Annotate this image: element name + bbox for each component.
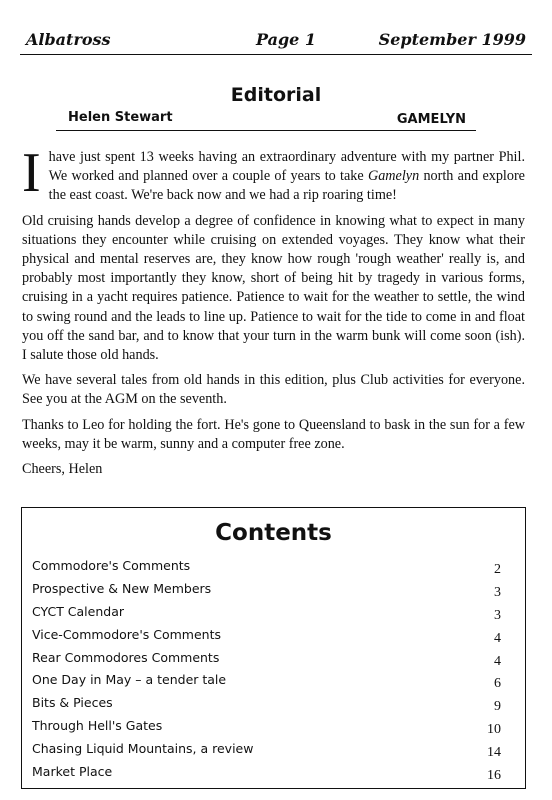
page-header (20, 26, 532, 55)
contents-item-page: 14 (487, 745, 501, 761)
contents-item-label: Commodore's Comments (32, 558, 191, 573)
contents-item-page: 9 (494, 699, 501, 715)
contents-item-label: Chasing Liquid Mountains, a review (32, 741, 254, 757)
contents-item-page: 4 (494, 630, 501, 646)
contents-item-label: CYCT Calendar (32, 603, 125, 619)
contents-box (21, 507, 526, 789)
contents-item (22, 738, 525, 761)
contents-item (22, 715, 525, 738)
paragraph-3: We have several tales from old hands in this edition, plus Club activities for everyone. See you at the AGM on the seventh. (22, 372, 525, 408)
contents-item-label: One Day in May – a tender tale (32, 672, 227, 688)
page-number: Page 1 (256, 30, 317, 49)
drop-cap: I (22, 142, 41, 204)
contents-item (22, 647, 525, 670)
contents-item-label: Rear Commodores Comments (32, 649, 220, 665)
paragraph-1-end: north and explore the east coast. We're back now and we had a rip roaring time! (48, 168, 525, 204)
contents-item (22, 555, 525, 578)
paragraph-4: Thanks to Leo for holding the fort. He's gone to Queensland to bask in the sun for a few weeks, may it be warm, sunny and a computer free zone. (22, 416, 525, 452)
contents-item-page: 16 (487, 768, 501, 784)
paragraph-2: Old cruising hands develop a degree of confidence in knowing what to expect in many situations they encounter while cruising on extended voyages. They know what their physical and mental reserves are, they know how rough 'rough weather' really is, and probably most importantly they know, short of being hit by tragedy in various forms, cruising in a yacht requires patience. Patience to wait for the weather to settle, the wind to swing round and the leads to line up. Patience to wait for the tide to come in and float you off the sand bar, and to know that your turn in the warm bunk will come soon (ish). I salute those old hands. (22, 212, 525, 364)
contents-item-label: Prospective & New Members (32, 580, 212, 596)
contents-item-label: Through Hell's Gates (32, 718, 163, 734)
paragraph-1 (22, 142, 525, 206)
paragraph-1-text: have just spent 13 weeks having an extraordinary adventure with my partner Phil. We worked and planned over a couple of years to take (48, 149, 525, 185)
editorial-title: Editorial (230, 84, 322, 106)
contents-item-page: 10 (487, 722, 501, 738)
contents-item (22, 578, 525, 601)
contents-item-page: 3 (494, 584, 501, 600)
author-name: Helen Stewart (68, 110, 173, 125)
contents-item-page: 2 (494, 562, 501, 577)
contents-item-page: 4 (494, 653, 501, 669)
boat-name-italic: Gamelyn (367, 168, 420, 185)
byline (56, 110, 476, 131)
contents-item-label: Market Place (32, 764, 113, 780)
signoff: Cheers, Helen (22, 461, 103, 478)
contents-item-page: 3 (494, 607, 501, 623)
contents-title: Contents (215, 520, 332, 546)
contents-item-page: 6 (494, 676, 501, 692)
publication-name: Albatross (26, 30, 111, 49)
contents-list (22, 555, 525, 784)
contents-item (22, 692, 525, 715)
contents-item (22, 761, 525, 784)
contents-item-label: Vice-Commodore's Comments (32, 626, 222, 642)
contents-item (22, 669, 525, 692)
boat-name: GAMELYN (396, 112, 466, 127)
contents-item (22, 624, 525, 647)
contents-item-label: Bits & Pieces (32, 695, 113, 711)
contents-item (22, 601, 525, 624)
issue-date: September 1999 (378, 30, 526, 49)
editorial-body (22, 142, 525, 485)
